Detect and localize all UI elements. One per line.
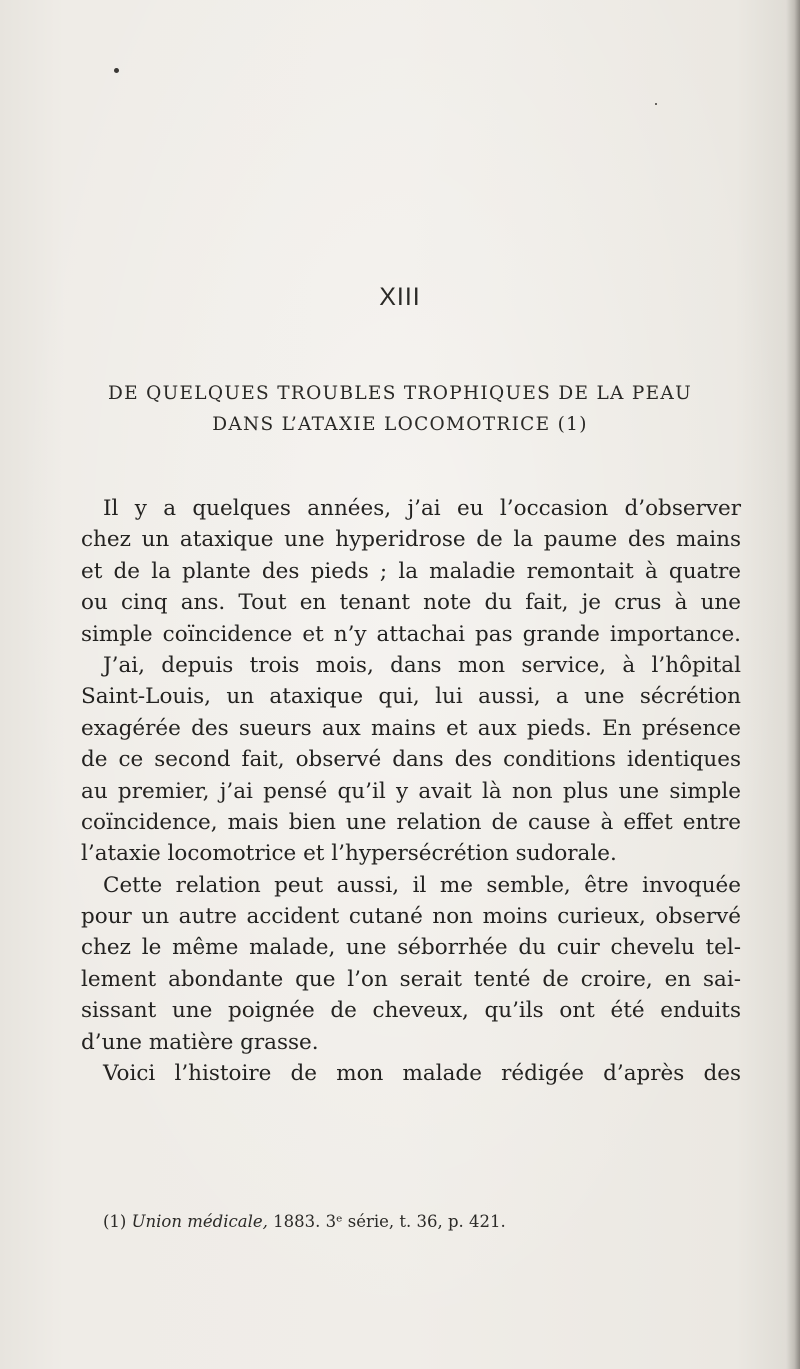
text-line: simple coïncidence et n’y attachai pas grande importance. xyxy=(81,621,741,647)
text-line: l’ataxie locomotrice et l’hypersécrétion sudorale. xyxy=(81,841,617,867)
chapter-title-line-1: DE QUELQUES TROUBLES TROPHIQUES DE LA PEAU xyxy=(108,383,692,404)
chapter-title-line-2: DANS L’ATAXIE LOCOMOTRICE (1) xyxy=(212,414,588,435)
text-line: J’ai, depuis trois mois, dans mon service, à l’hôpital xyxy=(103,652,741,678)
text-line: lement abondante que l’on serait tenté de croire, en sai- xyxy=(81,966,741,992)
text-line: Saint-Louis, un ataxique qui, lui aussi, a une sécrétion xyxy=(81,684,741,710)
text-line: exagérée des sueurs aux mains et aux pieds. En présence xyxy=(81,715,741,741)
text-line: chez un ataxique une hyperidrose de la paume des mains xyxy=(81,527,741,553)
body-text xyxy=(81,493,741,1089)
text-line: Voici l’histoire de mon malade rédigée d’après des xyxy=(103,1061,741,1087)
text-line: pour un autre accident cutané non moins curieux, observé xyxy=(81,904,741,930)
footnote xyxy=(103,1212,506,1231)
page-edge-shadow xyxy=(786,0,800,1369)
footnote-journal: Union médicale, xyxy=(131,1212,268,1231)
text-line: de ce second fait, observé dans des conditions identiques xyxy=(81,747,741,773)
text-line: Il y a quelques années, j’ai eu l’occasion d’observer xyxy=(103,496,741,521)
text-line: chez le même malade, une séborrhée du cuir chevelu tel- xyxy=(81,935,741,961)
footnote-marker: (1) xyxy=(103,1212,127,1231)
text-line: coïncidence, mais bien une relation de cause à effet entre xyxy=(81,809,741,835)
text-line: Cette relation peut aussi, il me semble, être invoquée xyxy=(103,872,741,898)
text-line: sissant une poignée de cheveux, qu’ils ont été enduits xyxy=(81,998,741,1024)
ink-speck xyxy=(655,103,657,105)
text-line: et de la plante des pieds ; la maladie remontait à quatre xyxy=(81,558,741,584)
text-line: ou cinq ans. Tout en tenant note du fait, je crus à une xyxy=(81,590,741,616)
chapter-number: XIII xyxy=(379,283,421,311)
text-line: d’une matière grasse. xyxy=(81,1029,319,1055)
footnote-details: 1883. 3ᵉ série, t. 36, p. 421. xyxy=(273,1212,506,1231)
text-line: au premier, j’ai pensé qu’il y avait là non plus une simple xyxy=(81,778,741,804)
ink-speck xyxy=(114,68,119,73)
